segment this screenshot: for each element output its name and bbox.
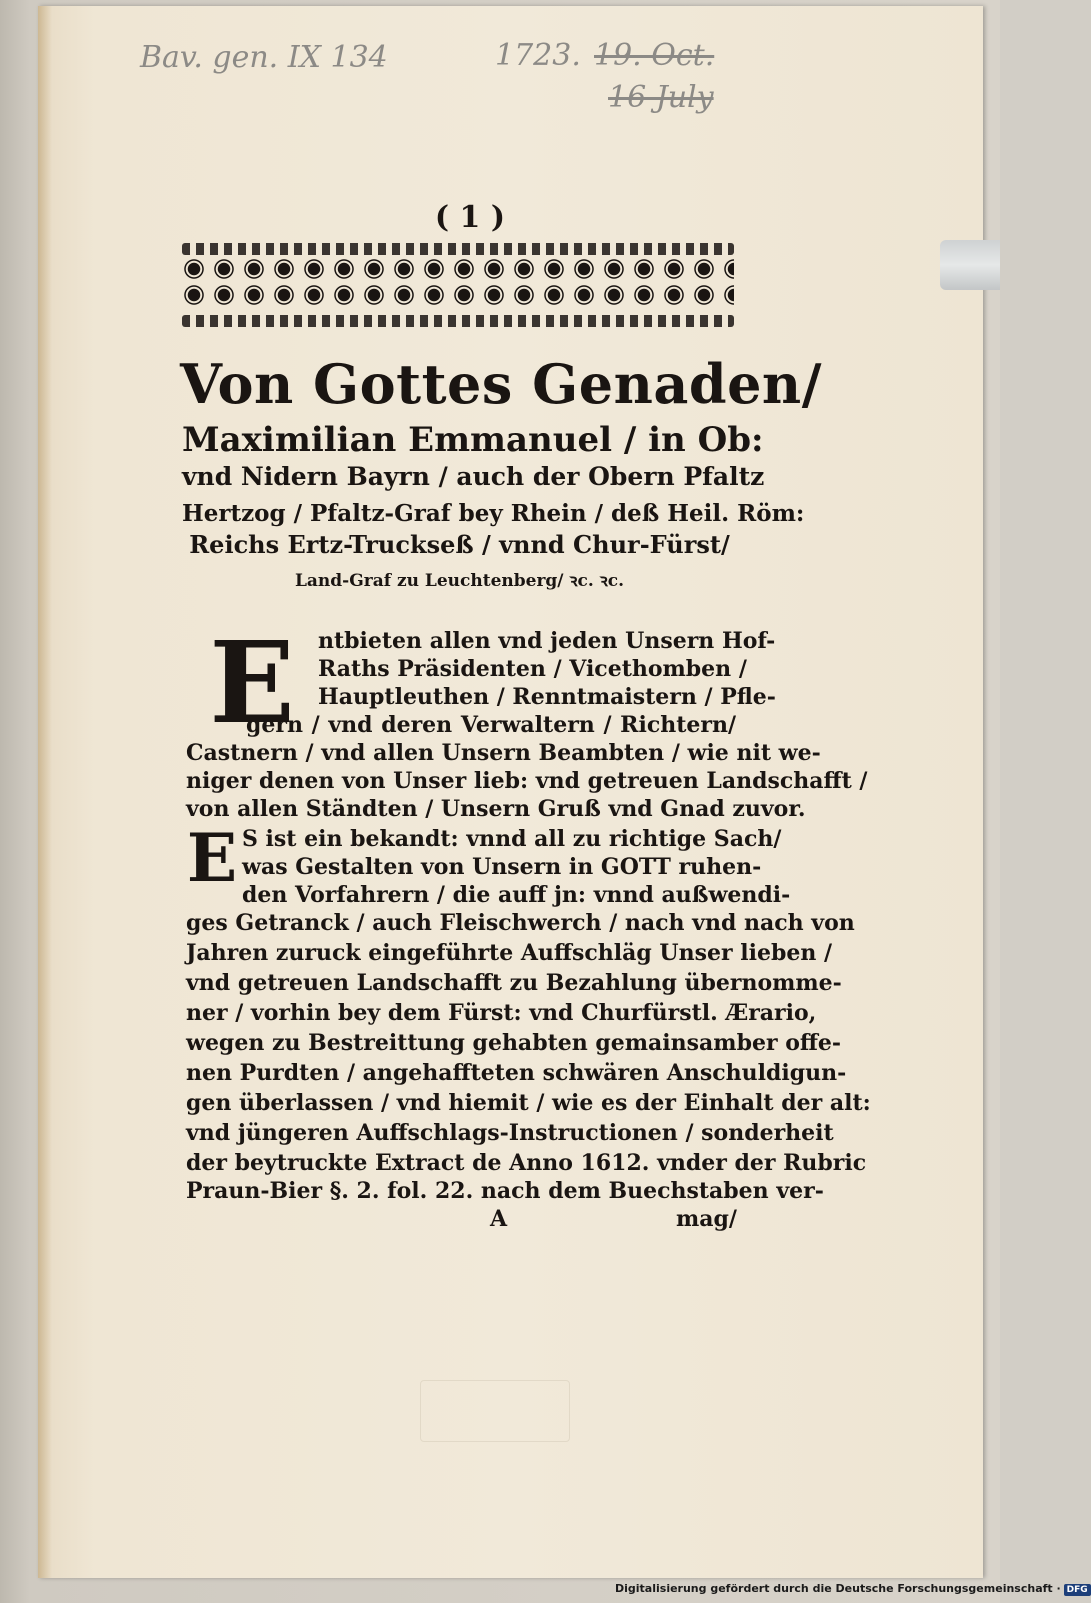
digitization-footer: [615, 1582, 1088, 1600]
body-line: vnd jüngeren Auffschlags-Instructionen / sonderheit: [186, 1120, 834, 1146]
heading-line-5: Land-Graf zu Leuchtenberg/ ꝛc. ꝛc.: [294, 571, 625, 591]
body-line: ges Getranck / auch Fleischwerch / nach vnd nach von: [186, 910, 855, 936]
body-line: Hauptleuthen / Renntmaistern / Pfle-: [318, 684, 776, 710]
heading-line-3: Hertzog / Pfaltz-Graf bey Rhein / deß Heil. Röm:: [182, 500, 805, 527]
drop-capital-2: E: [186, 819, 238, 897]
body-line: niger denen von Unser lieb: vnd getreuen Landschafft /: [186, 768, 868, 794]
body-line: nen Purdten / angehaffteten schwären Anschuldigun-: [186, 1060, 847, 1086]
body-line: Castnern / vnd allen Unsern Beambten / wie nit we-: [186, 740, 821, 766]
body-line: von allen Ständten / Unsern Gruß vnd Gnad zuvor.: [186, 796, 806, 822]
page-edge-shadow: [38, 6, 52, 1578]
body-line: vnd getreuen Landschafft zu Bezahlung übernomme-: [186, 970, 842, 996]
dfg-logo: DFG: [1064, 1584, 1091, 1596]
body-line: gen überlassen / vnd hiemit / wie es der Einhalt der alt:: [186, 1090, 871, 1116]
heading-line-4: Reichs Ertz-Truckseß / vnnd Chur-Fürst/: [189, 530, 730, 559]
struck-date-annotation: 19. Oct.: [594, 38, 715, 73]
footer-text: Digitalisierung gefördert durch die Deutsche Forschungsgemeinschaft ·: [615, 1582, 1061, 1595]
ornament-border-row-2: [182, 284, 734, 306]
body-line: Praun-Bier §. 2. fol. 22. nach dem Buechstaben ver-: [186, 1178, 824, 1204]
ornament-border-row-1: [182, 258, 734, 280]
body-line: Raths Präsidenten / Vicethomben /: [318, 656, 747, 682]
ornament-border-bottom: [182, 315, 734, 327]
ornament-border-top: [182, 243, 734, 255]
page-number: ( 1 ): [434, 200, 506, 235]
body-line: wegen zu Bestreittung gehabten gemainsamber offe-: [186, 1030, 842, 1056]
body-line: Jahren zuruck eingeführte Auffschläg Unser lieben /: [186, 940, 833, 966]
body-line: S ist ein bekandt: vnnd all zu richtige Sach/: [242, 826, 782, 852]
body-line: der beytruckte Extract de Anno 1612. vnder der Rubric: [186, 1150, 867, 1176]
body-line: gern / vnd deren Verwaltern / Richtern/: [246, 712, 736, 738]
body-line: ner / vorhin bey dem Fürst: vnd Churfürstl. Ærario,: [186, 1000, 817, 1026]
catchword: mag/: [676, 1206, 737, 1232]
body-line: ntbieten allen vnd jeden Unsern Hof-: [318, 628, 776, 654]
heading-line-2: vnd Nidern Bayrn / auch der Obern Pfaltz: [182, 462, 765, 491]
library-stamp-impression: [420, 1380, 570, 1442]
body-line: was Gestalten von Unsern in GOTT ruhen-: [242, 854, 762, 880]
body-line: den Vorfahrern / die auff jn: vnnd außwendi-: [242, 882, 791, 908]
year-annotation: 1723.: [495, 38, 581, 73]
drop-capital-1: E: [209, 618, 295, 749]
page-tab-marker: [940, 240, 1000, 290]
heading-line-1: Maximilian Emmanuel / in Ob:: [182, 420, 764, 460]
signature-mark: A: [490, 1206, 508, 1232]
shelfmark-annotation: Bav. gen. IX 134: [140, 40, 388, 75]
corrected-date-annotation: 16 July: [608, 80, 714, 115]
decree-title: Von Gottes Genaden/: [180, 352, 822, 416]
